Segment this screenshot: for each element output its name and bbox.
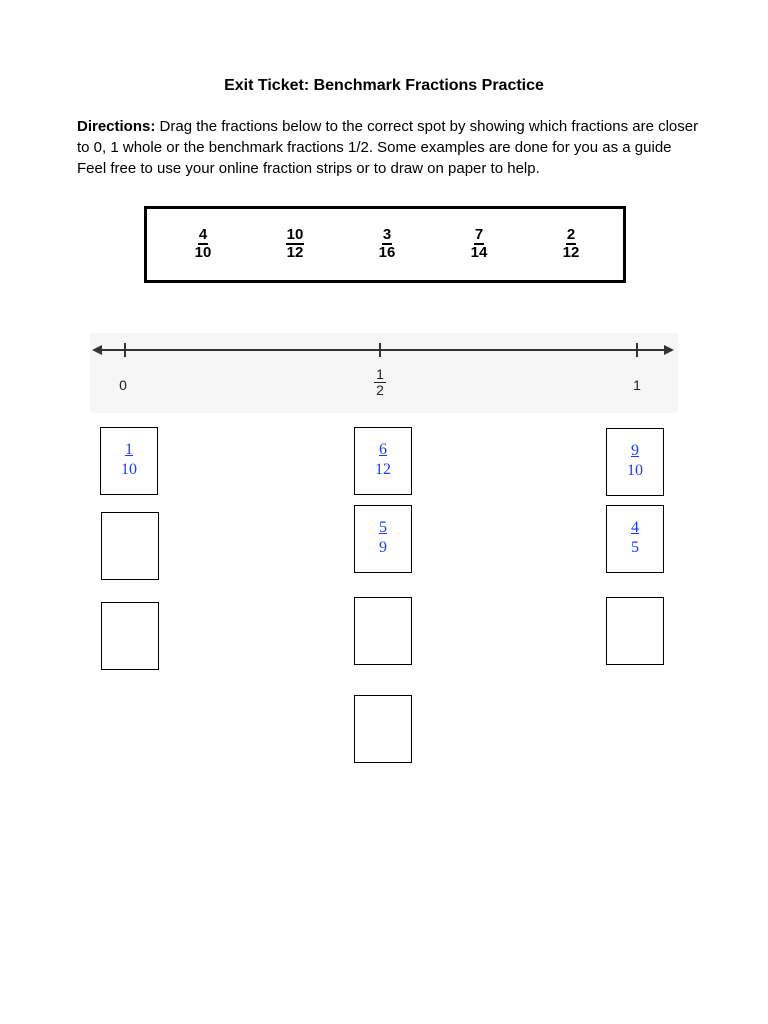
fraction-bank (144, 206, 626, 283)
draggable-fraction[interactable]: $\frac{2}{12}$ (562, 226, 580, 261)
answer-box-zero[interactable] (100, 427, 158, 495)
draggable-fraction[interactable]: $\frac{4}{10}$ (194, 226, 212, 261)
example-fraction: $\frac{1}{10}$ (121, 441, 137, 478)
draggable-fraction[interactable]: $\frac{7}{14}$ (470, 226, 488, 261)
number-line (90, 333, 678, 413)
example-fraction: $\frac{9}{10}$ (627, 442, 643, 479)
answer-box-one[interactable] (606, 505, 664, 573)
number-line-label-half: $\frac{1}{2}$ (376, 366, 384, 398)
answer-box-half[interactable] (354, 695, 412, 763)
answer-box-zero[interactable] (101, 602, 159, 670)
directions-text: Drag the fractions below to the correct spot by showing which fractions are closer to 0, 1 whole or the benchmark fractions 1/2. Some examples are done for you as a guide Feel free to use your online fraction strips or to draw on paper to help. (77, 118, 699, 177)
directions-paragraph (77, 116, 702, 179)
example-fraction: $\frac{6}{12}$ (375, 441, 391, 478)
answer-box-one[interactable] (606, 428, 664, 496)
number-line-label-one: 1 (633, 377, 641, 393)
answer-box-one[interactable] (606, 597, 664, 665)
page-title: Exit Ticket: Benchmark Fractions Practice (224, 77, 544, 94)
example-fraction: $\frac{4}{5}$ (631, 519, 639, 556)
answer-box-half[interactable] (354, 597, 412, 665)
draggable-fraction[interactable]: $\frac{3}{16}$ (378, 226, 396, 261)
example-fraction: $\frac{5}{9}$ (379, 519, 387, 556)
answer-box-half[interactable] (354, 427, 412, 495)
directions-label: Directions: (77, 118, 156, 135)
number-line-label-zero: 0 (119, 377, 127, 393)
draggable-fraction[interactable]: $\frac{10}{12}$ (286, 226, 304, 261)
answer-box-zero[interactable] (101, 512, 159, 580)
answer-box-half[interactable] (354, 505, 412, 573)
